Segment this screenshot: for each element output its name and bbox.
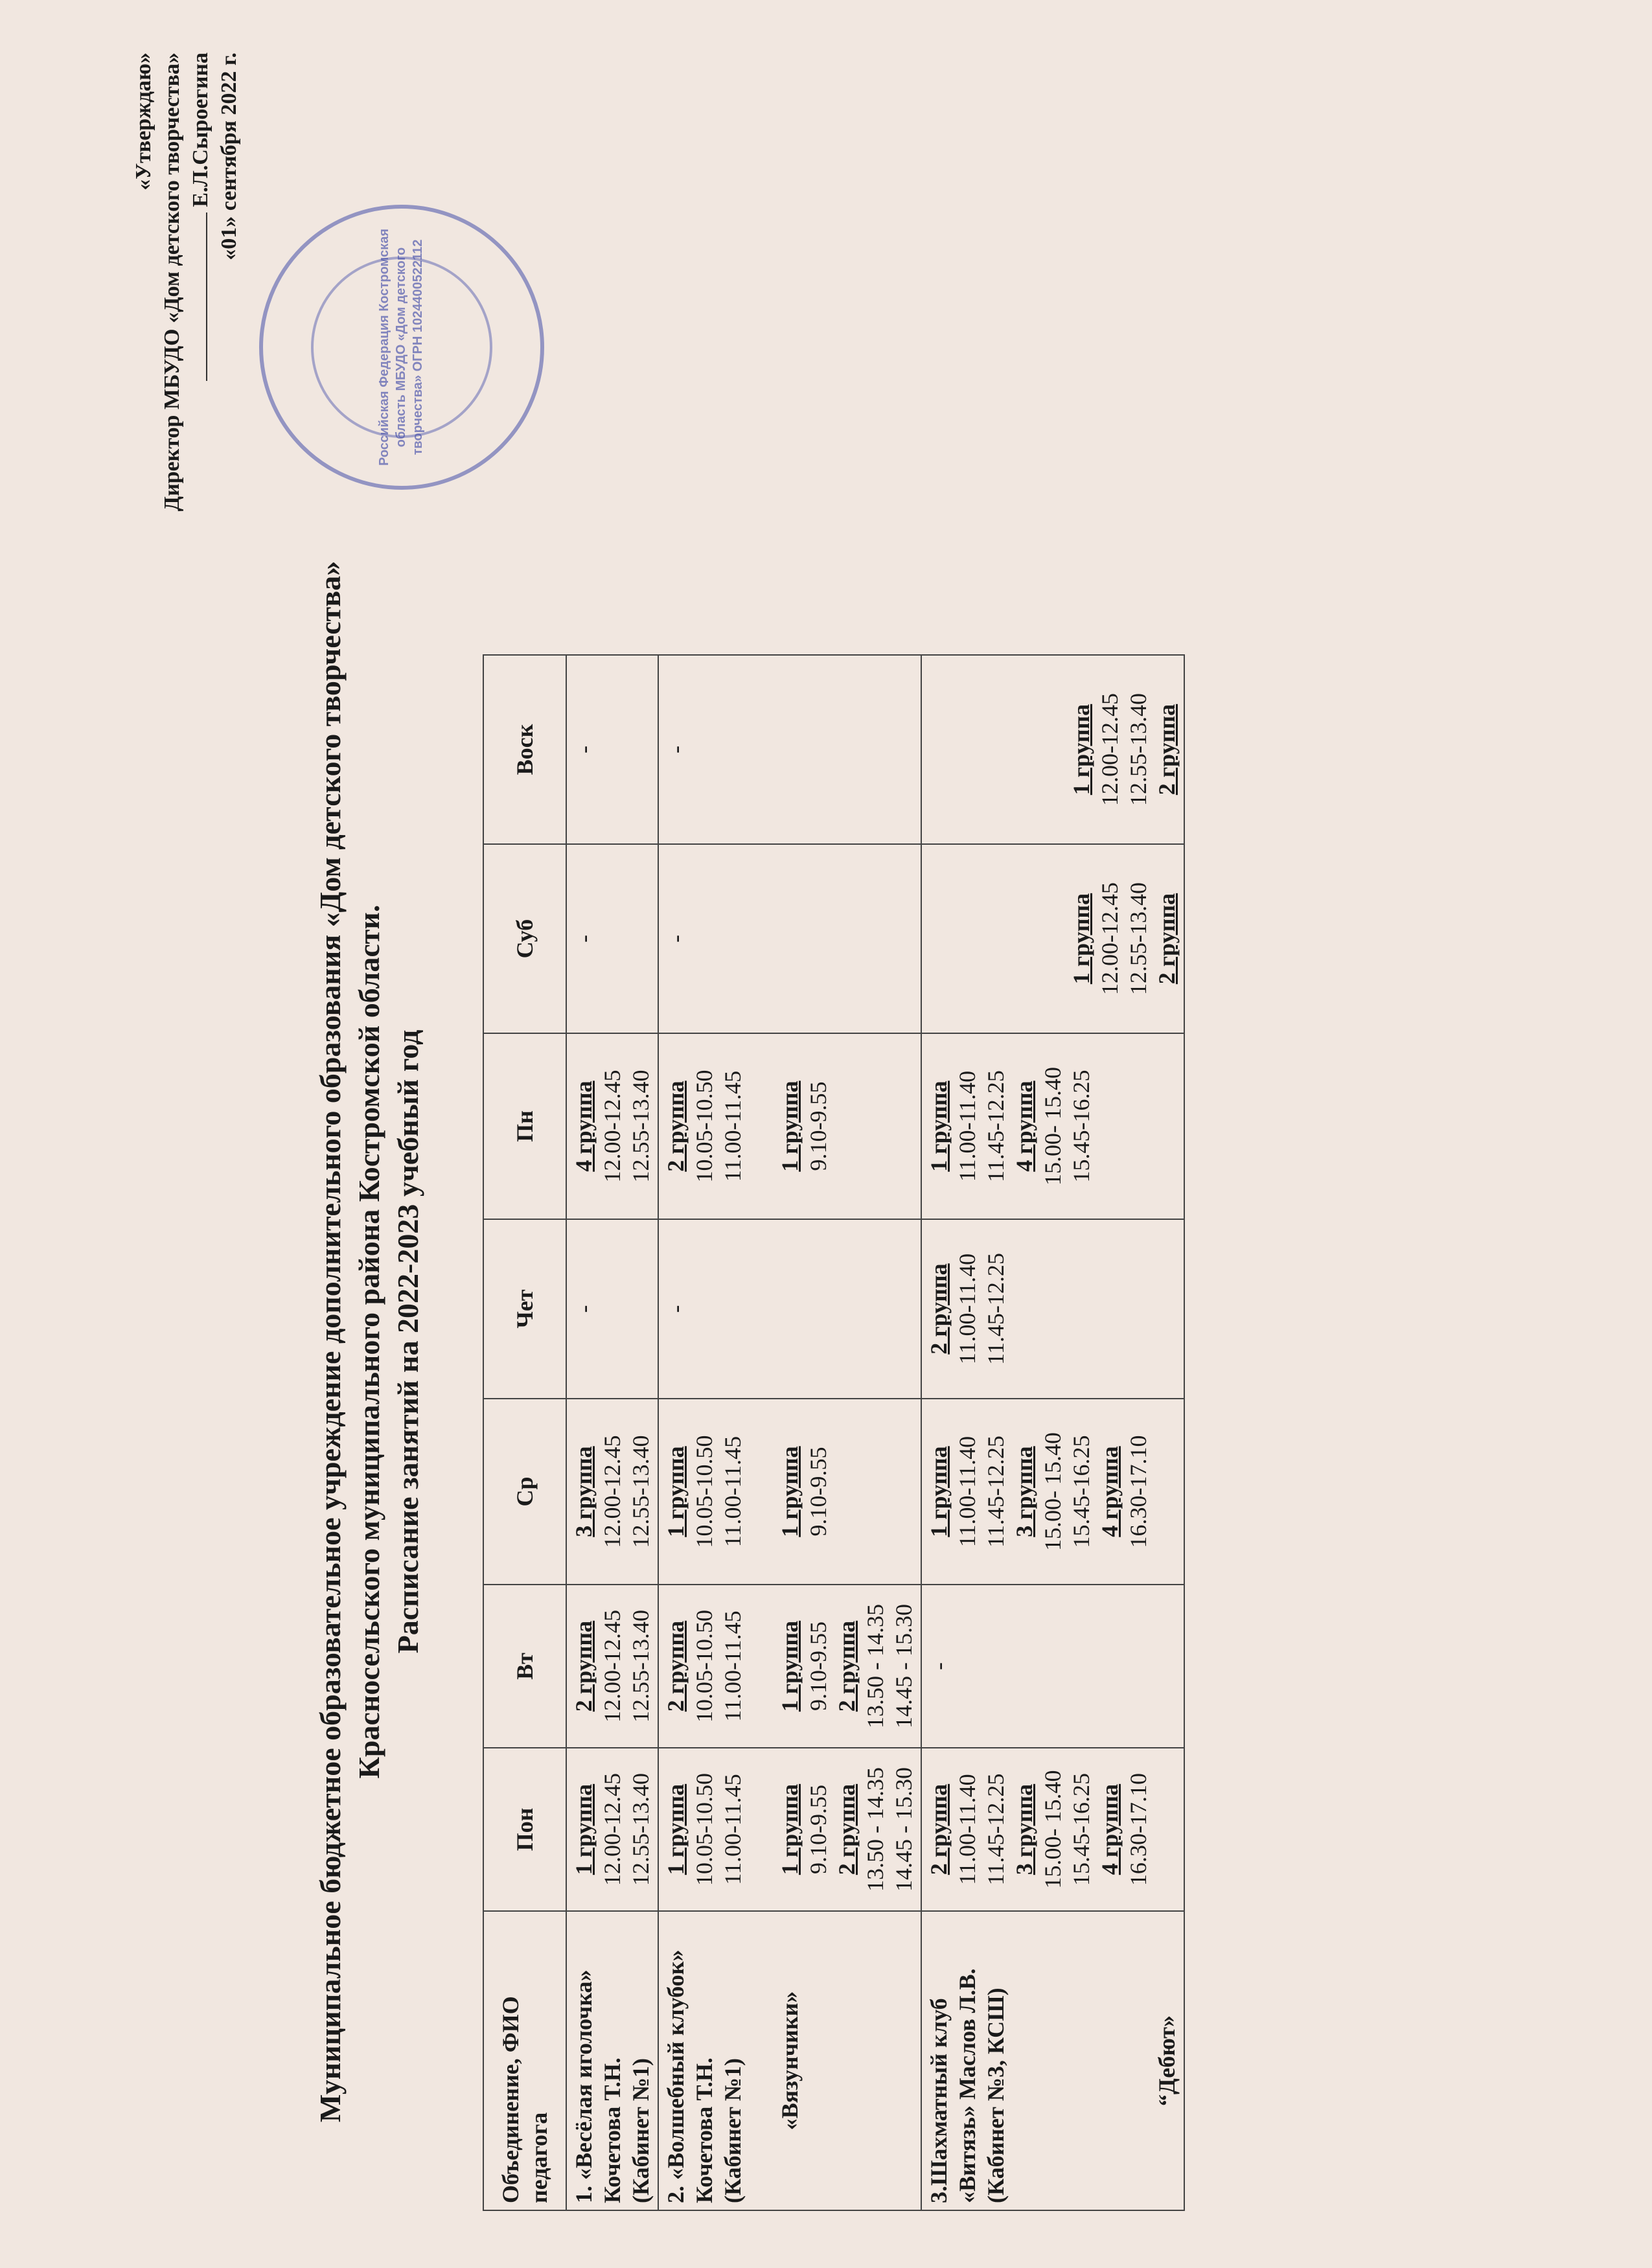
room-name: (Кабинет №1) (628, 2058, 654, 2203)
schedule-cell-sun (566, 655, 658, 844)
schedule-cell-thu (658, 1219, 921, 1399)
time-slot: 10.05-10.50 (691, 1610, 717, 1723)
time-slot: 15.00- 15.40 (1040, 1067, 1066, 1186)
approval-signatory: Е.Л.Сыроегина (189, 52, 212, 207)
schedule-cell-sat (566, 844, 658, 1033)
time-slot: 12.55-13.40 (1125, 693, 1151, 806)
time-slot: 11.00-11.45 (720, 1610, 746, 1722)
time-slot: 11.00-11.45 (720, 1436, 746, 1548)
table-row (658, 655, 921, 2210)
group-label: 1 группа (777, 1620, 803, 1712)
group-label: 1 группа (1068, 893, 1094, 985)
group-label: 1 группа (663, 1446, 689, 1537)
group-label: 2 группа (1154, 704, 1180, 796)
time-slot: 12.55-13.40 (628, 1070, 654, 1183)
time-slot: 11.45-12.25 (983, 1253, 1009, 1365)
time-slot: 14.45 - 15.30 (891, 1767, 917, 1892)
schedule-table (483, 654, 1185, 2211)
time-slot: 13.50 - 14.35 (862, 1604, 888, 1728)
teacher-name: «Витязь» Маслов Л.В. (954, 1968, 980, 2203)
column-header: Суб (483, 844, 566, 1033)
time-slot: 9.10-9.55 (805, 1621, 831, 1711)
time-slot: 11.00-11.40 (954, 1253, 980, 1365)
empty-dash: - (571, 746, 597, 753)
time-slot: 12.00-12.45 (599, 1773, 625, 1886)
table-row (566, 655, 658, 2210)
group-label: 2 группа (834, 1620, 860, 1712)
teacher-name: Кочетова Т.Н. (599, 2057, 625, 2203)
group-label: 2 группа (926, 1263, 952, 1355)
column-header: Вт (483, 1585, 566, 1748)
time-slot: 11.45-12.25 (983, 1436, 1009, 1548)
group-label: 3 группа (1011, 1783, 1037, 1875)
empty-dash: - (571, 1305, 597, 1313)
group-label: 4 группа (1097, 1783, 1123, 1875)
time-slot: 9.10-9.55 (805, 1447, 831, 1537)
time-slot: 12.00-12.45 (1097, 882, 1123, 995)
time-slot: 10.05-10.50 (691, 1435, 717, 1548)
group-label: 1 группа (1068, 704, 1094, 796)
table-header-row (483, 655, 566, 2210)
schedule-cell-mon (658, 1748, 921, 1911)
time-slot: 15.45-16.25 (1068, 1070, 1094, 1183)
table-row (921, 655, 1184, 2210)
time-slot: 12.00-12.45 (1097, 693, 1123, 806)
group-label: 1 группа (663, 1783, 689, 1875)
time-slot: 10.05-10.50 (691, 1070, 717, 1183)
title-line-schedule: Расписание занятий на 2022-2023 учебный год (391, 1029, 424, 1654)
association-name: 1. «Весёлая иголочка» (571, 1969, 597, 2203)
group-label: 4 группа (1011, 1081, 1037, 1172)
sub-association-name: “Дебют» (1154, 2015, 1180, 2106)
column-header: Ср (483, 1399, 566, 1585)
time-slot: 14.45 - 15.30 (891, 1604, 917, 1728)
group-label: 1 группа (777, 1783, 803, 1875)
group-label: 1 группа (571, 1783, 597, 1875)
empty-dash: - (926, 1662, 952, 1670)
time-slot: 16.30-17.10 (1125, 1773, 1151, 1886)
time-slot: 9.10-9.55 (805, 1785, 831, 1874)
group-label: 3 группа (571, 1446, 597, 1537)
schedule-cell-mon (566, 1748, 658, 1911)
group-label: 2 группа (663, 1081, 689, 1172)
group-label: 2 группа (834, 1783, 860, 1875)
time-slot: 12.55-13.40 (1125, 882, 1151, 995)
time-slot: 12.55-13.40 (628, 1610, 654, 1723)
association-cell (658, 1911, 921, 2210)
group-label: 2 группа (926, 1783, 952, 1875)
column-header: Пон (483, 1748, 566, 1911)
column-header: Воск (483, 655, 566, 844)
teacher-name: Кочетова Т.Н. (691, 2057, 717, 2203)
time-slot: 13.50 - 14.35 (862, 1767, 888, 1892)
group-label: 1 группа (777, 1081, 803, 1172)
schedule-cell-fri (658, 1033, 921, 1219)
time-slot: 11.00-11.40 (954, 1436, 980, 1548)
approval-heading: «Утверждаю» (132, 52, 155, 190)
group-label: 1 группа (777, 1446, 803, 1537)
schedule-cell-thu (566, 1219, 658, 1399)
schedule-cell-sun (921, 655, 1184, 844)
group-label: 1 группа (926, 1081, 952, 1172)
empty-dash: - (663, 1305, 689, 1313)
time-slot: 11.45-12.25 (983, 1773, 1009, 1886)
approval-signature-line (187, 52, 215, 571)
sub-association-name: «Вязунчики» (777, 1991, 803, 2131)
empty-dash: - (663, 746, 689, 753)
time-slot: 11.00-11.40 (954, 1774, 980, 1885)
schedule-cell-tue (658, 1585, 921, 1748)
schedule-cell-mon (921, 1748, 1184, 1911)
schedule-cell-fri (921, 1033, 1184, 1219)
room-name: (Кабинет №1) (720, 2058, 746, 2203)
time-slot: 11.00-11.45 (720, 1774, 746, 1885)
time-slot: 10.05-10.50 (691, 1773, 717, 1886)
time-slot: 12.00-12.45 (599, 1435, 625, 1548)
column-header: Объединение, ФИО педагога (483, 1911, 566, 2210)
approval-block (130, 52, 244, 571)
column-header: Пн (483, 1033, 566, 1219)
association-name: 3.Шахматный клуб (926, 1998, 952, 2203)
group-label: 4 группа (571, 1081, 597, 1172)
schedule-cell-sun (658, 655, 921, 844)
schedule-cell-wed (921, 1399, 1184, 1585)
association-cell (921, 1911, 1184, 2210)
document-title (311, 467, 428, 2216)
time-slot: 11.45-12.25 (983, 1070, 1009, 1182)
room-name: (Кабинет №3, КСШ) (983, 1987, 1009, 2203)
time-slot: 16.30-17.10 (1125, 1435, 1151, 1548)
column-header: Чет (483, 1219, 566, 1399)
group-label: 2 группа (571, 1620, 597, 1712)
schedule-cell-tue (921, 1585, 1184, 1748)
association-name: 2. «Волшебный клубок» (663, 1949, 689, 2203)
group-label: 2 группа (663, 1620, 689, 1712)
time-slot: 9.10-9.55 (805, 1081, 831, 1171)
schedule-cell-tue (566, 1585, 658, 1748)
group-label: 2 группа (1154, 893, 1180, 985)
empty-dash: - (663, 935, 689, 943)
group-label: 4 группа (1097, 1446, 1123, 1537)
time-slot: 15.00- 15.40 (1040, 1770, 1066, 1889)
time-slot: 12.55-13.40 (628, 1773, 654, 1886)
title-line-district: Красносельского муниципального района Костромской области. (352, 904, 385, 1779)
schedule-cell-wed (566, 1399, 658, 1585)
association-cell (566, 1911, 658, 2210)
time-slot: 15.45-16.25 (1068, 1435, 1094, 1548)
schedule-cell-fri (566, 1033, 658, 1219)
approval-director: Директор МБУДО «Дом детского творчества» (160, 52, 184, 512)
group-label: 3 группа (1011, 1446, 1037, 1537)
approval-date: «01» сентября 2022 г. (217, 52, 241, 260)
time-slot: 15.00- 15.40 (1040, 1432, 1066, 1551)
official-stamp-text: Российская Федерация Костромская область МБУДО «Дом детского творчества» ОГРН 1024400522112 (377, 229, 425, 466)
empty-dash: - (571, 935, 597, 943)
group-label: 1 группа (926, 1446, 952, 1537)
time-slot: 12.00-12.45 (599, 1610, 625, 1723)
schedule-cell-thu (921, 1219, 1184, 1399)
time-slot: 12.00-12.45 (599, 1070, 625, 1183)
schedule-cell-sat (921, 844, 1184, 1033)
time-slot: 11.00-11.45 (720, 1070, 746, 1182)
signature-underline (206, 212, 207, 381)
schedule-cell-sat (658, 844, 921, 1033)
time-slot: 12.55-13.40 (628, 1435, 654, 1548)
schedule-cell-wed (658, 1399, 921, 1585)
time-slot: 15.45-16.25 (1068, 1773, 1094, 1886)
time-slot: 11.00-11.40 (954, 1070, 980, 1182)
title-line-institution: Муниципальное бюджетное образовательное учреждение дополнительного образования «Дом детского творчества» (314, 560, 347, 2123)
